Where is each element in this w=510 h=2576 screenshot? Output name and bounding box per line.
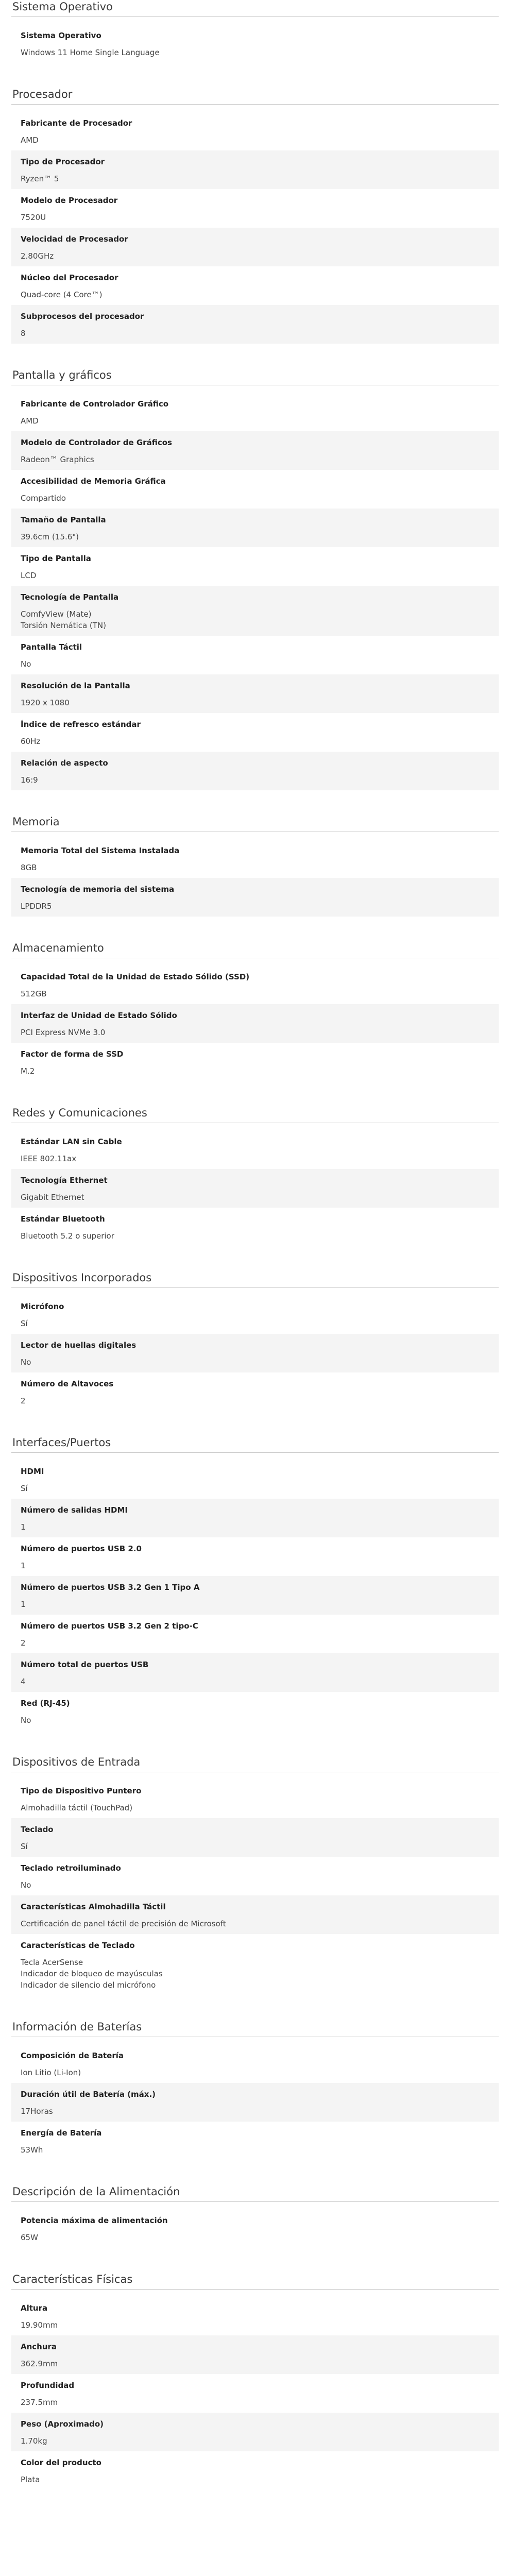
spec-value-line: Certificación de panel táctil de precisión de Microsoft <box>21 1919 226 1928</box>
spec-value <box>21 1918 489 1929</box>
spec-label: Peso (Aproximado) <box>21 2419 104 2429</box>
spec-value-line: 1920 x 1080 <box>21 698 70 707</box>
spec-value <box>21 1153 489 1164</box>
spec-value <box>21 328 489 339</box>
spec-label: Modelo de Procesador <box>21 196 118 205</box>
spec-value <box>21 2106 489 2117</box>
spec-value-line: 1.70kg <box>21 2436 47 2446</box>
spec-value-line: Tecla AcerSense <box>21 1958 83 1967</box>
spec-label: Red (RJ-45) <box>21 1699 70 1708</box>
spec-label: Tipo de Dispositivo Puntero <box>21 1786 142 1795</box>
spec-label: Memoria Total del Sistema Instalada <box>21 846 180 855</box>
spec-value-line: Indicador de bloqueo de mayúsculas <box>21 1969 163 1978</box>
spec-row <box>11 1499 499 1537</box>
spec-section <box>11 0 499 88</box>
spec-value-line: 2 <box>21 1638 26 1648</box>
spec-value <box>21 1192 489 1203</box>
spec-row <box>11 189 499 228</box>
section-body <box>11 2290 499 2515</box>
spec-label: Número de puertos USB 2.0 <box>21 1544 142 1553</box>
spec-value-line: AMD <box>21 416 39 426</box>
spec-value <box>21 2474 489 2485</box>
spec-value <box>21 1957 489 1991</box>
spec-value-line: AMD <box>21 135 39 145</box>
spec-value-line: 65W <box>21 2233 38 2242</box>
spec-value <box>21 2435 489 2447</box>
spec-value <box>21 212 489 223</box>
spec-value <box>21 988 489 999</box>
spec-value <box>21 289 489 300</box>
spec-value-line: Ion Litio (Li-Ion) <box>21 2068 81 2077</box>
spec-value-line: 60Hz <box>21 737 41 746</box>
spec-value-line: 39.6cm (15.6") <box>21 532 79 541</box>
section-title: Procesador <box>11 88 499 105</box>
spec-row <box>11 2122 499 2160</box>
spec-section <box>11 1106 499 1271</box>
spec-value-line: 8GB <box>21 863 37 872</box>
spec-label: Pantalla Táctil <box>21 642 82 652</box>
spec-row <box>11 1818 499 1857</box>
section-title: Características Físicas <box>11 2273 499 2290</box>
spec-row <box>11 752 499 790</box>
spec-value-line: M.2 <box>21 1066 35 1076</box>
spec-row <box>11 266 499 305</box>
spec-row <box>11 1857 499 1895</box>
spec-value-line: 8 <box>21 329 26 338</box>
section-body <box>11 1288 499 1436</box>
spec-value-line: Sí <box>21 1319 28 1328</box>
spec-row <box>11 1780 499 1818</box>
spec-section <box>11 88 499 368</box>
spec-label: Anchura <box>21 2342 57 2351</box>
spec-value-line: 237.5mm <box>21 2398 58 2407</box>
spec-value <box>21 47 489 58</box>
spec-label: Número de puertos USB 3.2 Gen 2 tipo-C <box>21 1621 198 1631</box>
spec-value-line: 2 <box>21 1396 26 1405</box>
spec-value <box>21 2144 489 2156</box>
spec-section <box>11 2273 499 2515</box>
section-title: Pantalla y gráficos <box>11 368 499 385</box>
spec-row <box>11 1615 499 1653</box>
spec-label: Número total de puertos USB <box>21 1660 149 1669</box>
spec-label: Tecnología de Pantalla <box>21 592 119 602</box>
spec-section <box>11 368 499 815</box>
spec-value <box>21 658 489 670</box>
spec-row <box>11 1372 499 1411</box>
section-title: Información de Baterías <box>11 2020 499 2037</box>
spec-row <box>11 839 499 878</box>
spec-value-line: PCI Express NVMe 3.0 <box>21 1028 106 1037</box>
spec-label: Características Almohadilla Táctil <box>21 1902 166 1911</box>
spec-row <box>11 636 499 674</box>
spec-value-line: No <box>21 1880 31 1890</box>
section-body <box>11 832 499 941</box>
spec-value <box>21 697 489 708</box>
spec-row <box>11 2335 499 2374</box>
section-body <box>11 105 499 368</box>
spec-row <box>11 228 499 266</box>
spec-value <box>21 570 489 581</box>
spec-label: Composición de Batería <box>21 2051 124 2060</box>
spec-label: Altura <box>21 2303 48 2313</box>
spec-row <box>11 1004 499 1043</box>
spec-value <box>21 173 489 184</box>
spec-row <box>11 2297 499 2335</box>
spec-label: Factor de forma de SSD <box>21 1049 124 1059</box>
section-title: Redes y Comunicaciones <box>11 1106 499 1123</box>
spec-value <box>21 1676 489 1687</box>
spec-value-line: 4 <box>21 1677 26 1686</box>
spec-value <box>21 1560 489 1571</box>
spec-label: Núcleo del Procesador <box>21 273 118 282</box>
spec-value-line: No <box>21 659 31 669</box>
spec-value <box>21 1318 489 1329</box>
spec-value <box>21 250 489 262</box>
spec-row <box>11 1169 499 1208</box>
spec-value-line: 1 <box>21 1600 26 1609</box>
section-body <box>11 2037 499 2185</box>
spec-row <box>11 2413 499 2451</box>
spec-value-line: Quad-core (4 Core™) <box>21 290 103 299</box>
spec-label: Número de puertos USB 3.2 Gen 1 Tipo A <box>21 1583 200 1592</box>
spec-value-line: 19.90mm <box>21 2320 58 2330</box>
spec-row <box>11 1334 499 1372</box>
section-title: Dispositivos de Entrada <box>11 1755 499 1772</box>
spec-value-line: ComfyView (Mate) <box>21 609 92 619</box>
spec-section <box>11 941 499 1106</box>
spec-section <box>11 1271 499 1436</box>
spec-label: Estándar Bluetooth <box>21 1214 105 1224</box>
spec-row <box>11 1460 499 1499</box>
spec-value <box>21 531 489 543</box>
spec-row <box>11 393 499 431</box>
spec-row <box>11 24 499 63</box>
spec-value <box>21 2397 489 2408</box>
spec-label: Relación de aspecto <box>21 758 108 768</box>
spec-value-line: Radeon™ Graphics <box>21 455 94 464</box>
section-title: Sistema Operativo <box>11 0 499 17</box>
spec-value-line: Sí <box>21 1842 28 1851</box>
spec-value-line: No <box>21 1716 31 1725</box>
section-body <box>11 1453 499 1755</box>
section-body <box>11 17 499 88</box>
spec-label: Tipo de Procesador <box>21 157 105 166</box>
spec-label: Profundidad <box>21 2381 75 2390</box>
spec-label: Duración útil de Batería (máx.) <box>21 2090 156 2099</box>
spec-value <box>21 2319 489 2331</box>
spec-row <box>11 1295 499 1334</box>
spec-value <box>21 1715 489 1726</box>
spec-value <box>21 493 489 504</box>
spec-label: Fabricante de Controlador Gráfico <box>21 399 169 409</box>
spec-row <box>11 586 499 636</box>
spec-value <box>21 1879 489 1891</box>
spec-row <box>11 965 499 1004</box>
spec-label: Interfaz de Unidad de Estado Sólido <box>21 1011 177 1020</box>
spec-value <box>21 1357 489 1368</box>
spec-value-line: Compartido <box>21 494 66 503</box>
spec-label: Tamaño de Pantalla <box>21 515 106 524</box>
spec-section <box>11 815 499 941</box>
section-body <box>11 2202 499 2273</box>
spec-value <box>21 1521 489 1533</box>
spec-value-line: 2.80GHz <box>21 251 54 261</box>
spec-value <box>21 901 489 912</box>
spec-row <box>11 2044 499 2083</box>
spec-label: Sistema Operativo <box>21 31 101 40</box>
section-title: Memoria <box>11 815 499 832</box>
spec-row <box>11 674 499 713</box>
spec-row <box>11 878 499 917</box>
spec-label: Accesibilidad de Memoria Gráfica <box>21 477 166 486</box>
spec-section <box>11 1755 499 2020</box>
spec-value-line: Torsión Nemática (TN) <box>21 621 106 630</box>
section-body <box>11 1123 499 1271</box>
spec-value <box>21 1802 489 1814</box>
spec-value-line: 1 <box>21 1522 26 1532</box>
spec-section <box>11 2020 499 2185</box>
spec-value-line: LCD <box>21 571 37 580</box>
spec-value <box>21 608 489 631</box>
section-body <box>11 958 499 1106</box>
spec-value-line: 7520U <box>21 213 46 222</box>
spec-value <box>21 774 489 786</box>
spec-label: Número de Altavoces <box>21 1379 114 1388</box>
spec-value-line: Sí <box>21 1484 28 1493</box>
spec-label: Tecnología Ethernet <box>21 1176 108 1185</box>
spec-value <box>21 862 489 873</box>
spec-value <box>21 1841 489 1852</box>
spec-label: Micrófono <box>21 1302 64 1311</box>
spec-row <box>11 1895 499 1934</box>
spec-label: Capacidad Total de la Unidad de Estado Sólido (SSD) <box>21 972 250 981</box>
spec-section <box>11 1436 499 1755</box>
spec-row <box>11 1576 499 1615</box>
spec-row <box>11 1692 499 1731</box>
section-title: Almacenamiento <box>11 941 499 958</box>
spec-row <box>11 150 499 189</box>
spec-value <box>21 1599 489 1610</box>
spec-section <box>11 2185 499 2273</box>
spec-value-line: 362.9mm <box>21 2359 58 2368</box>
spec-label: Teclado <box>21 1825 54 1834</box>
spec-row <box>11 2451 499 2490</box>
spec-row <box>11 1653 499 1692</box>
spec-value <box>21 1483 489 1494</box>
spec-value-line: Almohadilla táctil (TouchPad) <box>21 1803 133 1812</box>
spec-value-line: IEEE 802.11ax <box>21 1154 77 1163</box>
spec-value-line: 16:9 <box>21 775 38 785</box>
spec-row <box>11 713 499 752</box>
spec-row <box>11 431 499 470</box>
spec-row <box>11 305 499 344</box>
spec-value-line: 53Wh <box>21 2145 43 2155</box>
spec-label: Potencia máxima de alimentación <box>21 2216 168 2225</box>
spec-label: Tecnología de memoria del sistema <box>21 885 175 894</box>
spec-row <box>11 1537 499 1576</box>
section-body <box>11 1772 499 2020</box>
spec-row <box>11 547 499 586</box>
spec-row <box>11 1043 499 1081</box>
spec-value-line: 17Horas <box>21 2107 53 2116</box>
spec-value <box>21 415 489 427</box>
spec-row <box>11 1208 499 1246</box>
spec-value <box>21 1027 489 1038</box>
spec-label: HDMI <box>21 1467 44 1476</box>
spec-row <box>11 2209 499 2248</box>
spec-row <box>11 1934 499 1995</box>
spec-value <box>21 2232 489 2243</box>
spec-value-line: Gigabit Ethernet <box>21 1193 84 1202</box>
spec-row <box>11 509 499 547</box>
spec-value-line: No <box>21 1358 31 1367</box>
spec-label: Estándar LAN sin Cable <box>21 1137 122 1146</box>
spec-label: Color del producto <box>21 2458 101 2467</box>
spec-value <box>21 1065 489 1077</box>
spec-value <box>21 1637 489 1649</box>
spec-value-line: 512GB <box>21 989 47 998</box>
spec-value <box>21 2358 489 2369</box>
spec-row <box>11 2374 499 2413</box>
spec-label: Lector de huellas digitales <box>21 1341 137 1350</box>
spec-value-line: Windows 11 Home Single Language <box>21 48 160 57</box>
spec-value-line: Ryzen™ 5 <box>21 174 59 183</box>
spec-value <box>21 1395 489 1406</box>
spec-value-line: Bluetooth 5.2 o superior <box>21 1231 114 1241</box>
spec-label: Índice de refresco estándar <box>21 720 141 729</box>
spec-label: Velocidad de Procesador <box>21 234 128 244</box>
spec-value-line: LPDDR5 <box>21 902 52 911</box>
section-title: Interfaces/Puertos <box>11 1436 499 1453</box>
spec-value <box>21 134 489 146</box>
spec-value-line: Indicador de silencio del micrófono <box>21 1980 156 1990</box>
spec-label: Resolución de la Pantalla <box>21 681 130 690</box>
section-title: Descripción de la Alimentación <box>11 2185 499 2202</box>
section-title: Dispositivos Incorporados <box>11 1271 499 1288</box>
spec-label: Tipo de Pantalla <box>21 554 91 563</box>
spec-label: Subprocesos del procesador <box>21 312 144 321</box>
spec-row <box>11 470 499 509</box>
spec-row <box>11 2083 499 2122</box>
spec-value <box>21 2067 489 2078</box>
spec-label: Fabricante de Procesador <box>21 118 132 128</box>
spec-label: Número de salidas HDMI <box>21 1505 128 1515</box>
spec-value <box>21 454 489 465</box>
spec-row <box>11 1130 499 1169</box>
spec-value-line: Plata <box>21 2475 40 2484</box>
spec-label: Modelo de Controlador de Gráficos <box>21 438 172 447</box>
spec-label: Energía de Batería <box>21 2128 102 2138</box>
spec-value <box>21 1230 489 1242</box>
spec-label: Teclado retroiluminado <box>21 1863 121 1873</box>
spec-value <box>21 736 489 747</box>
spec-label: Características de Teclado <box>21 1941 135 1950</box>
spec-value-line: 1 <box>21 1561 26 1570</box>
section-body <box>11 385 499 815</box>
spec-row <box>11 112 499 150</box>
